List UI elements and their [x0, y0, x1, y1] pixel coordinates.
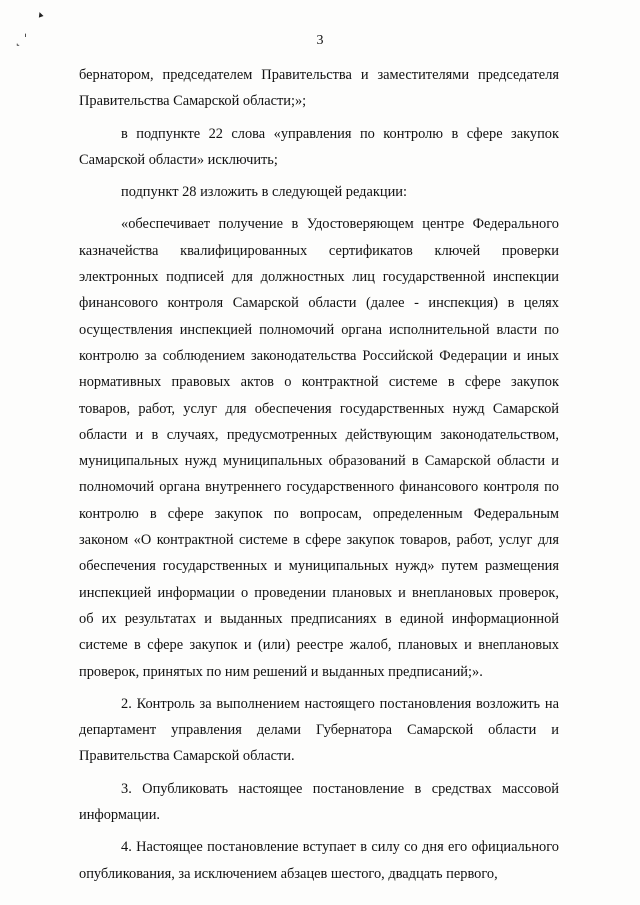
paragraph-item-3: 3. Опубликовать настоящее постановление в средствах массовой информации.	[79, 780, 559, 824]
paragraph-continuation: бернатором, председателем Правительства и заместителями председателя Правительства Самарской области;»;	[79, 67, 559, 110]
paragraph-subitem-28-text: «обеспечивает получение в Удостоверяющем центре Федерального казначейства квалифицированных сертификатов ключей проверки электронных подписей для должностных лиц государственной инспекции финансового контроля Самарской области (далее - инспекция) в целях осуществления инспекцией полномочий органа исполнительной власти по контролю за соблюдением законодательства Российской Федерации и иных нормативных правовых актов о контрактной системе в сфере закупок товаров, работ, услуг для обеспечения государственных нужд Самарской области и в случаях, предусмотренных действующим законодательством, муниципальных нужд муниципальных образований в Самарской области и полномочий органа внутреннего государственного финансового контроля по контролю в сфере закупок по вопросам, определенным Федеральным законом «О контрактной системе в сфере закупок товаров, работ, услуг для обеспечения государственных и муниципальных нужд» путем размещения инспекцией информации о проведении плановых и внеплановых проверок, об их результатах и выданных предписаниях в единой информационной системе в сфере закупок и (или) реестре жалоб, плановых и внеплановых проверок, принятых по ним решений и выданных предписаний;».	[79, 216, 559, 680]
paragraph-item-2: 2. Контроль за выполнением настоящего постановления возложить на департамент управления делами Губернатора Самарской области и Правительства Самарской области.	[79, 695, 559, 765]
scan-artifact-mark: ˻ ˈ	[16, 32, 28, 46]
page-number: 3	[316, 33, 324, 48]
scan-artifact-mark: ▴	[36, 8, 45, 21]
document-body	[79, 62, 559, 887]
paragraph-subitem-22: в подпункте 22 слова «управления по контролю в сфере закупок Самарской области» исключить;	[79, 125, 559, 168]
paragraph-subitem-28-intro: подпункт 28 изложить в следующей редакции:	[121, 184, 407, 201]
paragraph-item-4: 4. Настоящее постановление вступает в силу со дня его официального опубликования, за исключением абзацев шестого, двадцать первого,	[79, 839, 559, 882]
